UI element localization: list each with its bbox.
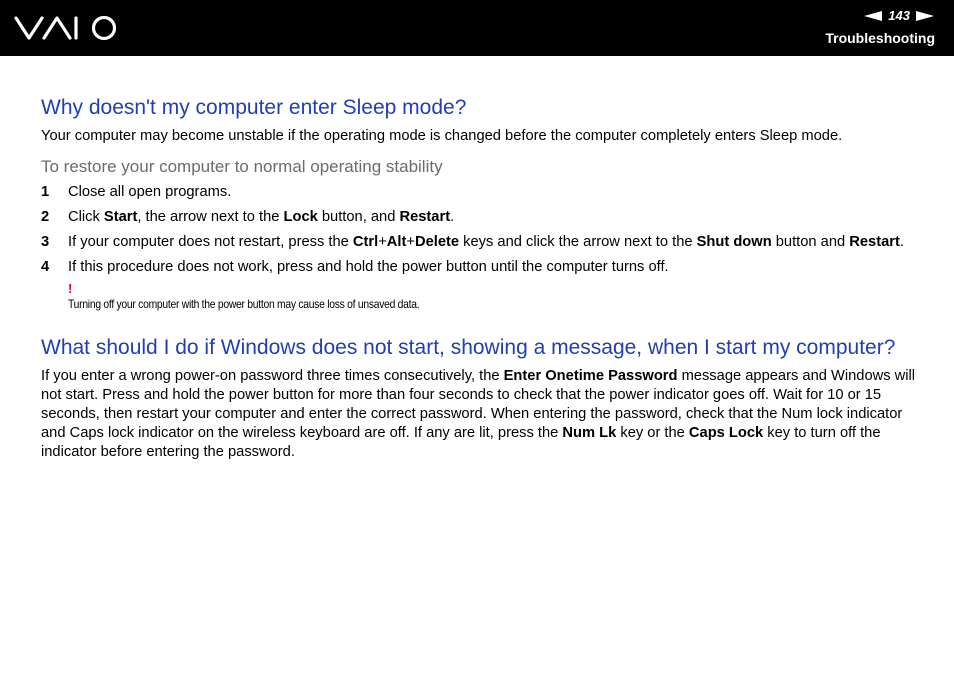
bold-term: Enter Onetime Password [503,368,678,384]
text-run: . [450,209,455,225]
step-number: 3 [41,234,50,250]
text-run: . [899,234,904,250]
text-run: If your computer does not restart, press the [68,234,353,250]
left-triangle-icon[interactable] [864,11,882,21]
step-item [41,208,921,227]
text-run: + [378,234,387,250]
page-content [41,95,921,462]
bold-term: Shut down [696,234,772,250]
text-run: key or the [616,425,689,441]
right-triangle-icon[interactable] [916,11,934,21]
caution-icon: ! [68,281,73,296]
text-run: button, and [317,209,400,225]
bold-term: Delete [414,234,460,250]
section2-title: What should I do if Windows does not start, showing a message, when I start my computer? [41,336,896,359]
text-run: If you enter a wrong power-on password three times consecutively, the [41,368,504,384]
bold-term: Caps Lock [688,425,764,441]
page-number: 143 [888,8,910,23]
page-navigation [864,8,934,23]
step-item [41,233,921,252]
section1-title: Why doesn't my computer enter Sleep mode? [41,96,467,119]
text-run: message appears and Windows will not start. Press and hold the power button for more than four seconds to check that the power indicator goes off. Wait for 10 or 15 seconds, then restart your computer and enter the correct password. When entering the password, check that the Num lock indicator and Caps lock indicator on the wireless keyboard are off. If any are lit, press the [41,368,916,441]
section1-intro: Your computer may become unstable if the operating mode is changed before the computer completely enters Sleep mode. [41,128,843,144]
text-run: If this procedure does not work, press and hold the power button until the computer turns off. [68,259,669,275]
text-run: key to turn off the indicator before entering the password. [41,425,881,460]
procedure-heading: To restore your computer to normal operating stability [41,157,443,176]
text-run: Click [68,209,104,225]
section-label: Troubleshooting [825,30,935,46]
section2-body [41,367,921,462]
bold-term: Num Lk [562,425,617,441]
text-run: button and [771,234,850,250]
text-run: , the arrow next to the [137,209,284,225]
caution-note [68,283,921,313]
bold-term: Restart [399,209,451,225]
step-number: 2 [41,209,50,225]
text-run: keys and click the arrow next to the [459,234,697,250]
text-run: Close all open programs. [68,184,232,200]
bold-term: Start [103,209,138,225]
bold-term: Lock [283,209,318,225]
vaio-logo [14,14,122,47]
bold-term: Alt [386,234,407,250]
bold-term: Restart [849,234,900,250]
bold-term: Ctrl [352,234,379,250]
step-item [41,183,921,202]
step-number: 4 [41,259,50,275]
steps-list [41,183,921,277]
step-number: 1 [41,184,50,200]
page-header [0,0,954,56]
caution-text: Turning off your computer with the power button may cause loss of unsaved data. [68,297,420,311]
text-run: + [406,234,415,250]
step-item [41,258,921,277]
